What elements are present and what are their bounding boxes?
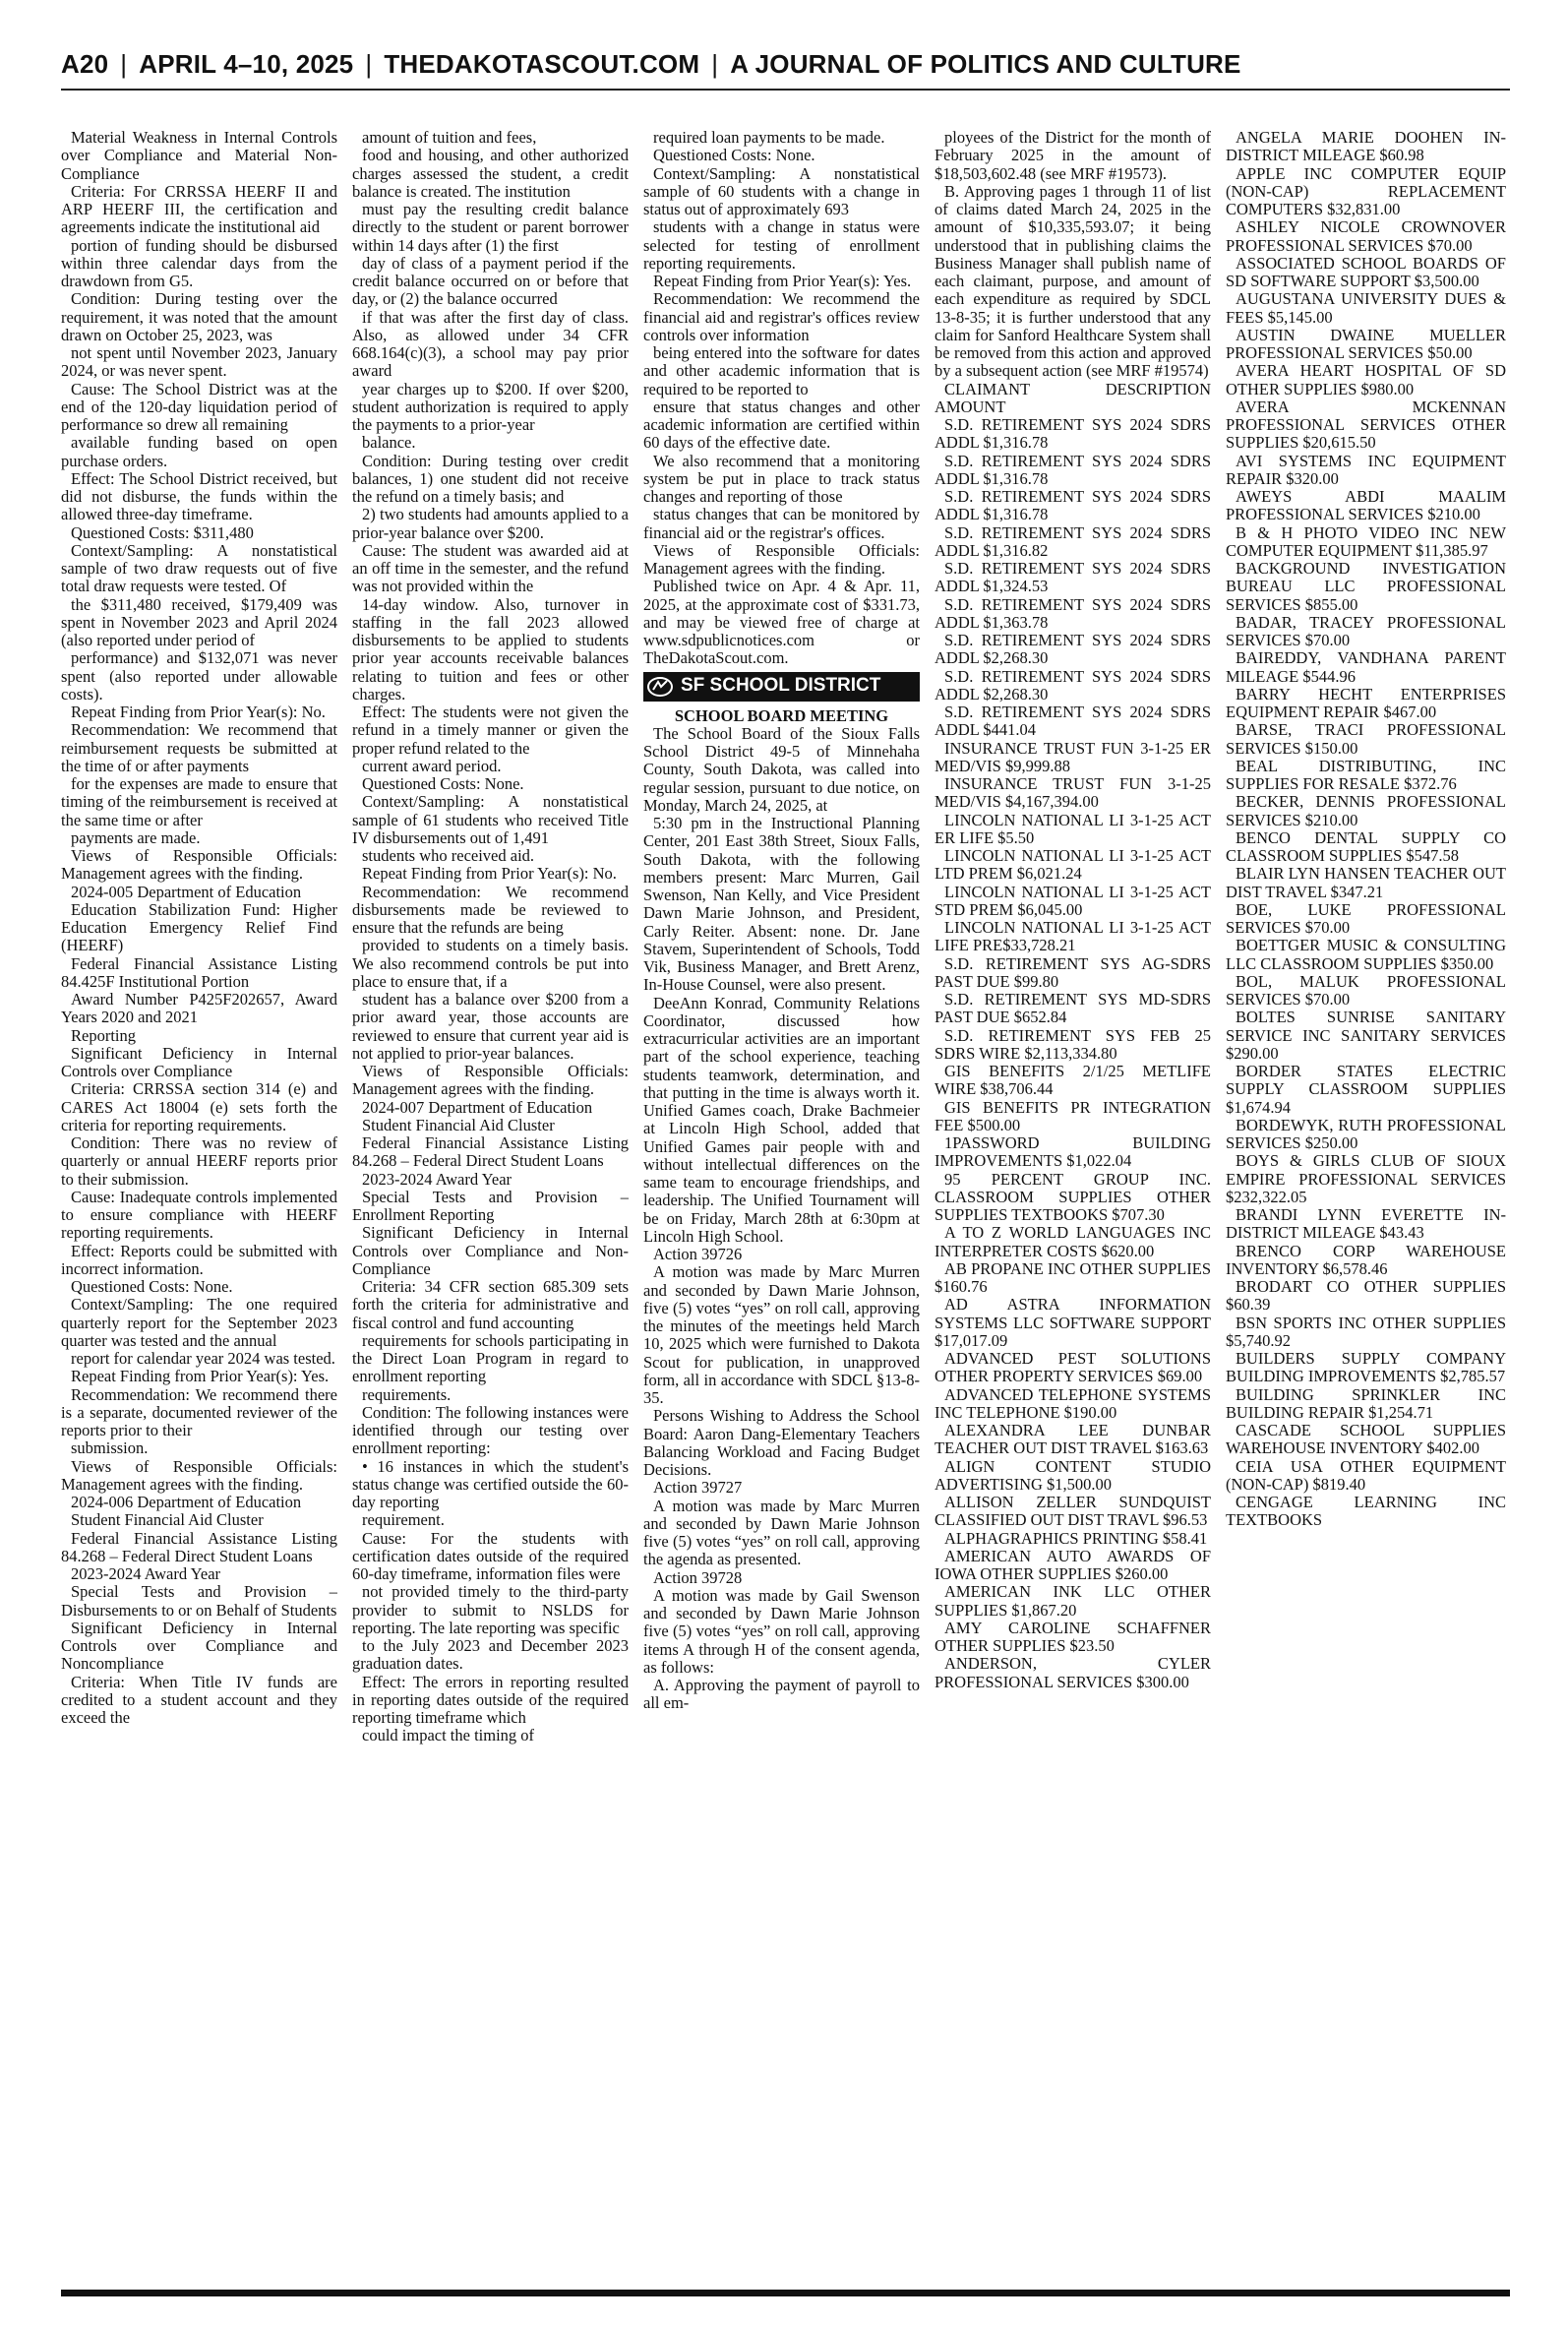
paragraph: being entered into the software for dates and other academic information that is required to be reported to <box>643 343 920 398</box>
paragraph: AUGUSTANA UNIVERSITY DUES & FEES $5,145.00 <box>1226 289 1506 327</box>
paragraph: BRENCO CORP WAREHOUSE INVENTORY $6,578.46 <box>1226 1241 1506 1278</box>
paragraph: AVI SYSTEMS INC EQUIPMENT REPAIR $320.00 <box>1226 451 1506 488</box>
paragraph: Significant Deficiency in Internal Controls over Compliance and Non-Compliance <box>352 1223 629 1278</box>
paragraph: 2024-005 Department of Education <box>71 882 302 901</box>
paragraph: A motion was made by Marc Murren and seconded by Dawn Marie Johnson, five (5) votes “yes” on roll call, approving the minutes of the meetings held March 10, 2025 which were furnished to Dakota Scout for publication, in unapproved form, all in accordance with SDCL §13-8-35. <box>643 1262 920 1407</box>
paragraph: ANDERSON, CYLER PROFESSIONAL SERVICES $300.00 <box>935 1654 1211 1691</box>
paragraph: if that was after the first day of class. Also, as allowed under 34 CFR 668.164(c)(3), a school may pay prior award <box>352 307 629 381</box>
paragraph: A. Approving the payment of payroll to all em- <box>643 1676 920 1713</box>
paragraph: Cause: The School District was at the end of the 120-day liquidation period of performance so drew all remaining <box>61 379 337 434</box>
paragraph: Criteria: For CRRSSA HEERF II and ARP HEERF III, the certification and agreements indicate the institutional aid <box>61 181 337 237</box>
paragraph: AUSTIN DWAINE MUELLER PROFESSIONAL SERVICES $50.00 <box>1226 325 1506 362</box>
paragraph: Cause: The student was awarded aid at an off time in the semester, and the refund was not provided within the <box>352 540 629 596</box>
paragraph: 1PASSWORD BUILDING IMPROVEMENTS $1,022.04 <box>935 1133 1211 1171</box>
paragraph: ALEXANDRA LEE DUNBAR TEACHER OUT DIST TRAVEL $163.63 <box>935 1421 1211 1458</box>
paragraph: BRANDI LYNN EVERETTE IN-DISTRICT MILEAGE $43.43 <box>1226 1205 1506 1243</box>
paragraph: year charges up to $200. If over $200, student authorization is required to apply the payments to a prior-year <box>352 379 629 434</box>
paragraph: S.D. RETIREMENT SYS FEB 25 SDRS WIRE $2,113,334.80 <box>935 1025 1211 1063</box>
paragraph: S.D. RETIREMENT SYS 2024 SDRS ADDL $1,316.82 <box>935 522 1211 560</box>
paragraph: current award period. <box>362 756 502 775</box>
paragraph: Award Number P425F202657, Award Years 2020 and 2021 <box>61 990 337 1027</box>
page-header <box>61 49 1517 89</box>
paragraph: 2023-2024 Award Year <box>362 1169 513 1189</box>
paragraph: Action 39728 <box>653 1567 743 1587</box>
paragraph: Cause: Inadequate controls implemented to ensure compliance with HEERF reporting requirements. <box>61 1187 337 1243</box>
paragraph: Criteria: When Title IV funds are credited to a student account and they exceed the <box>61 1672 337 1727</box>
paragraph: payments are made. <box>71 827 201 847</box>
paragraph: BECKER, DENNIS PROFESSIONAL SERVICES $210.00 <box>1226 792 1506 829</box>
paragraph: requirement. <box>362 1510 445 1530</box>
paragraph: BOLTES SUNRISE SANITARY SERVICE INC SANITARY SERVICES $290.00 <box>1226 1008 1506 1063</box>
paragraph: S.D. RETIREMENT SYS 2024 SDRS ADDL $1,316.78 <box>935 451 1211 488</box>
paragraph: 14-day window. Also, turnover in staffing in the fall 2023 allowed disbursements to be applied to students prior year accounts receivable balances relating to tuition and fees or other charges. <box>352 594 629 704</box>
paragraph: S.D. RETIREMENT SYS 2024 SDRS ADDL $1,324.53 <box>935 559 1211 596</box>
paragraph: Criteria: 34 CFR section 685.309 sets forth the criteria for administrative and fiscal control and fund accounting <box>352 1277 629 1332</box>
paragraph: BOYS & GIRLS CLUB OF SIOUX EMPIRE PROFESSIONAL SERVICES $232,322.05 <box>1226 1151 1506 1206</box>
paragraph: INSURANCE TRUST FUN 3-1-25 ER MED/VIS $9,999.88 <box>935 738 1211 775</box>
paragraph: to the July 2023 and December 2023 graduation dates. <box>352 1636 629 1674</box>
paragraph: GIS BENEFITS 2/1/25 METLIFE WIRE $38,706.44 <box>935 1062 1211 1099</box>
paragraph: not spent until November 2023, January 2024, or was never spent. <box>61 343 337 381</box>
paragraph: food and housing, and other authorized charges assessed the student, a credit balance is created. The institution <box>352 146 629 201</box>
paragraph: LINCOLN NATIONAL LI 3-1-25 ACT STD PREM $6,045.00 <box>935 882 1211 919</box>
paragraph: AMERICAN INK LLC OTHER SUPPLIES $1,867.20 <box>935 1582 1211 1620</box>
paragraph: required loan payments to be made. <box>653 129 885 147</box>
paragraph: Effect: The students were not given the refund in a timely manner or given the proper refund related to the <box>352 703 629 758</box>
paragraph: available funding based on open purchase orders. <box>61 433 337 470</box>
paragraph: Views of Responsible Officials: Management agrees with the finding. <box>352 1062 629 1099</box>
paragraph: requirements for schools participating in the Direct Loan Program in regard to enrollment reporting <box>352 1330 629 1386</box>
paragraph: BARRY HECHT ENTERPRISES EQUIPMENT REPAIR $467.00 <box>1226 684 1506 721</box>
paragraph: AMY CAROLINE SCHAFFNER OTHER SUPPLIES $23.50 <box>935 1618 1211 1655</box>
article-columns <box>61 129 1510 2284</box>
paragraph: AWEYS ABDI MAALIM PROFESSIONAL SERVICES $210.00 <box>1226 487 1506 524</box>
column-1 <box>61 129 337 2284</box>
header-separator: | <box>365 49 373 79</box>
footer-rule <box>61 2290 1510 2296</box>
column-5 <box>1226 129 1506 2284</box>
paragraph: S.D. RETIREMENT SYS AG-SDRS PAST DUE $99.80 <box>935 953 1211 991</box>
paragraph: status changes that can be monitored by financial aid or the registrar's offices. <box>643 505 920 542</box>
paragraph: Repeat Finding from Prior Year(s): No. <box>362 864 617 884</box>
paragraph: ASSOCIATED SCHOOL BOARDS OF SD SOFTWARE SUPPORT $3,500.00 <box>1226 253 1506 290</box>
paragraph: S.D. RETIREMENT SYS MD-SDRS PAST DUE $652.84 <box>935 990 1211 1027</box>
paragraph: Federal Financial Assistance Listing 84.425F Institutional Portion <box>61 953 337 991</box>
paragraph: 95 PERCENT GROUP INC. CLASSROOM SUPPLIES OTHER SUPPLIES TEXTBOOKS $707.30 <box>935 1169 1211 1224</box>
paragraph: Views of Responsible Officials: Management agrees with the finding. <box>643 540 920 578</box>
paragraph: B & H PHOTO VIDEO INC NEW COMPUTER EQUIPMENT $11,385.97 <box>1226 522 1506 560</box>
paragraph: CEIA USA OTHER EQUIPMENT (NON-CAP) $819.40 <box>1226 1456 1506 1494</box>
paragraph: AD ASTRA INFORMATION SYSTEMS LLC SOFTWARE SUPPORT $17,017.09 <box>935 1295 1211 1350</box>
paragraph: Material Weakness in Internal Controls over Compliance and Material Non-Compliance <box>61 129 337 183</box>
paragraph: could impact the timing of <box>362 1726 535 1745</box>
paragraph: Questioned Costs: None. <box>653 146 815 165</box>
paragraph: Published twice on Apr. 4 & Apr. 11, 2025, at the approximate cost of $331.73, and may be viewed free of charge at www.sdpublicnotices.com or TheDakotaScout.com. <box>643 577 920 668</box>
paragraph: performance) and $132,071 was never spent (also reported under allowable costs). <box>61 648 337 704</box>
column-3-top <box>643 129 920 668</box>
paragraph: Education Stabilization Fund: Higher Education Emergency Relief Find (HEERF) <box>61 899 337 955</box>
paragraph: The School Board of the Sioux Falls School District 49-5 of Minnehaha County, South Dakota, was called into regular session, pursuant to due notice, on Monday, March 24, 2025, at <box>643 723 920 815</box>
paragraph: students who received aid. <box>362 846 535 865</box>
paragraph: report for calendar year 2024 was tested. <box>71 1349 335 1368</box>
paragraph: Significant Deficiency in Internal Controls over Compliance and Noncompliance <box>61 1618 337 1674</box>
paragraph: BARSE, TRACI PROFESSIONAL SERVICES $150.00 <box>1226 720 1506 758</box>
paragraph: BORDEWYK, RUTH PROFESSIONAL SERVICES $250.00 <box>1226 1115 1506 1152</box>
paragraph: BRODART CO OTHER SUPPLIES $60.39 <box>1226 1277 1506 1315</box>
paragraph: portion of funding should be disbursed within three calendar days from the drawdown from G5. <box>61 235 337 290</box>
paragraph: for the expenses are made to ensure that timing of the reimbursement is received at the same time or after <box>61 774 337 829</box>
paragraph: Recommendation: We recommend the financial aid and registrar's offices review controls over information <box>643 289 920 344</box>
paragraph: AB PROPANE INC OTHER SUPPLIES $160.76 <box>935 1258 1211 1296</box>
header-separator: | <box>711 49 719 79</box>
paragraph: Action 39727 <box>653 1478 743 1498</box>
paragraph: Effect: Reports could be submitted with incorrect information. <box>61 1241 337 1278</box>
paragraph: Repeat Finding from Prior Year(s): No. <box>71 703 326 721</box>
paragraph: Student Financial Aid Cluster <box>71 1510 264 1530</box>
paragraph: AVERA MCKENNAN PROFESSIONAL SERVICES OTHER SUPPLIES $20,615.50 <box>1226 397 1506 453</box>
paragraph: day of class of a payment period if the credit balance occurred on or before that day, or (2) the balance occurred <box>352 253 629 309</box>
paragraph: Special Tests and Provision – Enrollment Reporting <box>352 1187 629 1224</box>
paragraph: ployees of the District for the month of February 2025 in the amount of $18,503,602.48 (see MRF #19573). <box>935 129 1211 183</box>
paragraph: Condition: During testing over the requirement, it was noted that the amount drawn on October 25, 2023, was <box>61 289 337 344</box>
paragraph: student has a balance over $200 from a prior award year, those accounts are reviewed to ensure that current year aid is not applied to prior-year balances. <box>352 990 629 1063</box>
paragraph: 2) two students had amounts applied to a prior-year balance over $200. <box>352 505 629 542</box>
paragraph: the $311,480 received, $179,409 was spent in November 2023 and April 2024 (also reported under period of <box>61 594 337 649</box>
paragraph: S.D. RETIREMENT SYS 2024 SDRS ADDL $1,316.78 <box>935 487 1211 524</box>
paragraph: Student Financial Aid Cluster <box>362 1115 555 1134</box>
paragraph: ensure that status changes and other academic information are certified within 60 days of the effective date. <box>643 397 920 453</box>
paragraph: Persons Wishing to Address the School Board: Aaron Dang-Elementary Teachers Balancing Workload and Facing Budget Decisions. <box>643 1406 920 1479</box>
paragraph: CLAIMANT DESCRIPTION AMOUNT <box>935 379 1211 416</box>
paragraph: Views of Responsible Officials: Management agrees with the finding. <box>61 1456 337 1494</box>
paragraph: BUILDERS SUPPLY COMPANY BUILDING IMPROVEMENTS $2,785.57 <box>1226 1349 1506 1386</box>
paragraph: ALPHAGRAPHICS PRINTING $58.41 <box>944 1528 1208 1548</box>
paragraph: Questioned Costs: None. <box>362 774 524 793</box>
paragraph: Context/Sampling: A nonstatistical sample of two draw requests out of five total draw requests were tested. Of <box>61 540 337 596</box>
sf-school-district-logo-icon <box>643 672 677 702</box>
tagline: A JOURNAL OF POLITICS AND CULTURE <box>730 49 1241 79</box>
paragraph: S.D. RETIREMENT SYS 2024 SDRS ADDL $1,363.78 <box>935 594 1211 632</box>
paragraph: BSN SPORTS INC OTHER SUPPLIES $5,740.92 <box>1226 1313 1506 1350</box>
paragraph: Special Tests and Provision – Disbursements to or on Behalf of Students <box>61 1582 337 1620</box>
paragraph: BORDER STATES ELECTRIC SUPPLY CLASSROOM SUPPLIES $1,674.94 <box>1226 1062 1506 1117</box>
paragraph: INSURANCE TRUST FUN 3-1-25 MED/VIS $4,167,394.00 <box>935 774 1211 812</box>
paragraph: Federal Financial Assistance Listing 84.268 – Federal Direct Student Loans <box>61 1528 337 1565</box>
column-2 <box>352 129 629 2284</box>
paragraph: BLAIR LYN HANSEN TEACHER OUT DIST TRAVEL $347.21 <box>1226 864 1506 901</box>
paragraph: SCHOOL BOARD MEETING <box>674 705 889 725</box>
paragraph: BOL, MALUK PROFESSIONAL SERVICES $70.00 <box>1226 971 1506 1009</box>
paragraph: amount of tuition and fees, <box>362 129 537 147</box>
paragraph: 2023-2024 Award Year <box>71 1564 221 1583</box>
paragraph: CENGAGE LEARNING INC TEXTBOOKS <box>1226 1493 1506 1530</box>
paragraph: Recommendation: We recommend there is a separate, documented reviewer of the reports prior to their <box>61 1384 337 1439</box>
section-banner <box>643 672 920 702</box>
paragraph: LINCOLN NATIONAL LI 3-1-25 ACT ER LIFE $5.50 <box>935 810 1211 847</box>
paragraph: Criteria: CRRSSA section 314 (e) and CARES Act 18004 (e) sets forth the criteria for reporting requirements. <box>61 1079 337 1134</box>
issue-date: APRIL 4–10, 2025 <box>139 49 354 79</box>
paragraph: BEAL DISTRIBUTING, INC SUPPLIES FOR RESALE $372.76 <box>1226 756 1506 793</box>
paragraph: LINCOLN NATIONAL LI 3-1-25 ACT LTD PREM $6,021.24 <box>935 846 1211 884</box>
paragraph: Effect: The errors in reporting resulted in reporting dates outside of the required reporting timeframe which <box>352 1672 629 1727</box>
paragraph: provided to students on a timely basis. We also recommend controls be put into place to ensure that, if a <box>352 936 629 991</box>
paragraph: students with a change in status were selected for testing of enrollment reporting requirements. <box>643 217 920 273</box>
paragraph: not provided timely to the third-party provider to submit to NSLDS for reporting. The late reporting was specific <box>352 1582 629 1637</box>
paragraph: LINCOLN NATIONAL LI 3-1-25 ACT LIFE PRE$33,728.21 <box>935 918 1211 955</box>
paragraph: Condition: The following instances were identified through our testing over enrollment reporting: <box>352 1402 629 1458</box>
paragraph: ALLISON ZELLER SUNDQUIST CLASSIFIED OUT DIST TRAVL $96.53 <box>935 1493 1211 1530</box>
paragraph: 2024-006 Department of Education <box>71 1493 302 1511</box>
paragraph: BACKGROUND INVESTIGATION BUREAU LLC PROFESSIONAL SERVICES $855.00 <box>1226 559 1506 614</box>
paragraph: BOETTGER MUSIC & CONSULTING LLC CLASSROOM SUPPLIES $350.00 <box>1226 936 1506 973</box>
paragraph: submission. <box>71 1438 149 1458</box>
paragraph: Cause: For the students with certification dates outside of the required 60-day timeframe, information files were <box>352 1528 629 1583</box>
paragraph: Questioned Costs: $311,480 <box>71 522 254 542</box>
paragraph: Context/Sampling: The one required quarterly report for the September 2023 quarter was tested and the annual <box>61 1295 337 1350</box>
header-rule <box>61 89 1510 91</box>
paragraph: • 16 instances in which the student's status change was certified outside the 60-day reporting <box>352 1456 629 1511</box>
paragraph: Repeat Finding from Prior Year(s): Yes. <box>71 1367 330 1386</box>
paragraph: S.D. RETIREMENT SYS 2024 SDRS ADDL $441.04 <box>935 703 1211 740</box>
paragraph: Effect: The School District received, but did not disburse, the funds within the allowed three-day timeframe. <box>61 468 337 524</box>
paragraph: BENCO DENTAL SUPPLY CO CLASSROOM SUPPLIES $547.58 <box>1226 827 1506 865</box>
paragraph: requirements. <box>362 1384 452 1404</box>
paragraph: BUILDING SPRINKLER INC BUILDING REPAIR $1,254.71 <box>1226 1384 1506 1422</box>
paragraph: Questioned Costs: None. <box>71 1277 233 1296</box>
paragraph: BADAR, TRACEY PROFESSIONAL SERVICES $70.00 <box>1226 612 1506 649</box>
paragraph: Context/Sampling: A nonstatistical sample of 60 students with a change in status out of approximately 693 <box>643 163 920 218</box>
paragraph: Views of Responsible Officials: Management agrees with the finding. <box>61 846 337 884</box>
paragraph: S.D. RETIREMENT SYS 2024 SDRS ADDL $2,268.30 <box>935 631 1211 668</box>
paragraph: BAIREDDY, VANDHANA PARENT MILEAGE $544.96 <box>1226 648 1506 686</box>
paragraph: Recommendation: We recommend that reimbursement requests be submitted at the time of or after payments <box>61 720 337 775</box>
paragraph: DeeAnn Konrad, Community Relations Coordinator, discussed how extracurricular activities are an important part of the school experience, teaching students teamwork, determination, and that putting in the time is always worth it. Unified Games coach, Drake Bachmeier at Lincoln High School, added that Unified Games pair people with and without intellectual differences on the same team to encourage friendships, and leadership. The Unified Tournament will be on Friday, March 28th at 6:30pm at Lincoln High School. <box>643 993 920 1246</box>
paragraph: GIS BENEFITS PR INTEGRATION FEE $500.00 <box>935 1097 1211 1134</box>
paragraph: ADVANCED PEST SOLUTIONS OTHER PROPERTY SERVICES $69.00 <box>935 1349 1211 1386</box>
paragraph: APPLE INC COMPUTER EQUIP (NON-CAP) REPLACEMENT COMPUTERS $32,831.00 <box>1226 163 1506 218</box>
column-3-bottom <box>643 707 920 1713</box>
paragraph: Condition: There was no review of quarterly or annual HEERF reports prior to their submission. <box>61 1133 337 1189</box>
section-banner-label: SF SCHOOL DISTRICT <box>681 675 881 697</box>
paragraph: balance. <box>362 433 416 453</box>
paragraph: Condition: During testing over credit balances, 1) one student did not receive the refund on a timely basis; and <box>352 451 629 506</box>
paragraph: Context/Sampling: A nonstatistical sample of 61 students who received Title IV disbursements out of 1,491 <box>352 792 629 847</box>
paragraph: AVERA HEART HOSPITAL OF SD OTHER SUPPLIES $980.00 <box>1226 361 1506 398</box>
paragraph: Significant Deficiency in Internal Controls over Compliance <box>61 1043 337 1080</box>
paragraph: A motion was made by Gail Swenson and seconded by Dawn Marie Johnson five (5) votes “yes” on roll call, approving items A through H of the consent agenda, as follows: <box>643 1585 920 1677</box>
paragraph: AMERICAN AUTO AWARDS OF IOWA OTHER SUPPLIES $260.00 <box>935 1546 1211 1583</box>
paragraph: 2024-007 Department of Education <box>362 1097 593 1117</box>
paragraph: S.D. RETIREMENT SYS 2024 SDRS ADDL $1,316.78 <box>935 415 1211 453</box>
site-name[interactable]: THEDAKOTASCOUT.COM <box>384 49 700 79</box>
paragraph: CASCADE SCHOOL SUPPLIES WAREHOUSE INVENTORY $402.00 <box>1226 1421 1506 1458</box>
paragraph: must pay the resulting credit balance directly to the student or parent borrower within 14 days after (1) the first <box>352 200 629 255</box>
column-4 <box>935 129 1211 2284</box>
paragraph: Federal Financial Assistance Listing 84.268 – Federal Direct Student Loans <box>352 1133 629 1171</box>
paragraph: Recommendation: We recommend disbursements made be reviewed to ensure that the refunds are being <box>352 882 629 937</box>
paragraph: Action 39726 <box>653 1245 743 1263</box>
paragraph: ALIGN CONTENT STUDIO ADVERTISING $1,500.00 <box>935 1456 1211 1494</box>
paragraph: Reporting <box>71 1025 136 1045</box>
paragraph: ASHLEY NICOLE CROWNOVER PROFESSIONAL SERVICES $70.00 <box>1226 217 1506 255</box>
paragraph: ADVANCED TELEPHONE SYSTEMS INC TELEPHONE $190.00 <box>935 1384 1211 1422</box>
paragraph: BOE, LUKE PROFESSIONAL SERVICES $70.00 <box>1226 899 1506 937</box>
column-3 <box>643 129 920 2284</box>
paragraph: A motion was made by Marc Murren and seconded by Dawn Marie Johnson five (5) votes “yes” on roll call, approving the agenda as presented. <box>643 1496 920 1569</box>
paragraph: S.D. RETIREMENT SYS 2024 SDRS ADDL $2,268.30 <box>935 666 1211 704</box>
paragraph: Repeat Finding from Prior Year(s): Yes. <box>653 272 912 290</box>
paragraph: A TO Z WORLD LANGUAGES INC INTERPRETER COSTS $620.00 <box>935 1223 1211 1260</box>
paragraph: 5:30 pm in the Instructional Planning Center, 201 East 38th Street, Sioux Falls, South Dakota, with the following members present: Marc Murren, Gail Swenson, Nan Kelly, and Vice President Dawn Marie Johnson, and President, Carly Reiter. Absent: none. Dr. Jane Stavem, Superintendent of Schools, Todd Vik, Business Manager, and Brett Arenz, In-House Counsel, were also present. <box>643 814 920 995</box>
paragraph: ANGELA MARIE DOOHEN IN-DISTRICT MILEAGE $60.98 <box>1226 129 1506 165</box>
header-separator: | <box>120 49 128 79</box>
paragraph: B. Approving pages 1 through 11 of list of claims dated March 24, 2025 in the amount of $10,335,593.07; it being understood that in publishing claims the Business Manager shall publish name of each claimant, purpose, and amount of each expenditure as required by SDCL 13-8-35; it is further understood that any claim for Sanford Healthcare System shall be removed from this action and approved by a subsequent action (see MRF #19574) <box>935 181 1211 381</box>
paragraph: We also recommend that a monitoring system be put in place to track status changes and reporting of those <box>643 451 920 506</box>
page-number: A20 <box>61 49 109 79</box>
